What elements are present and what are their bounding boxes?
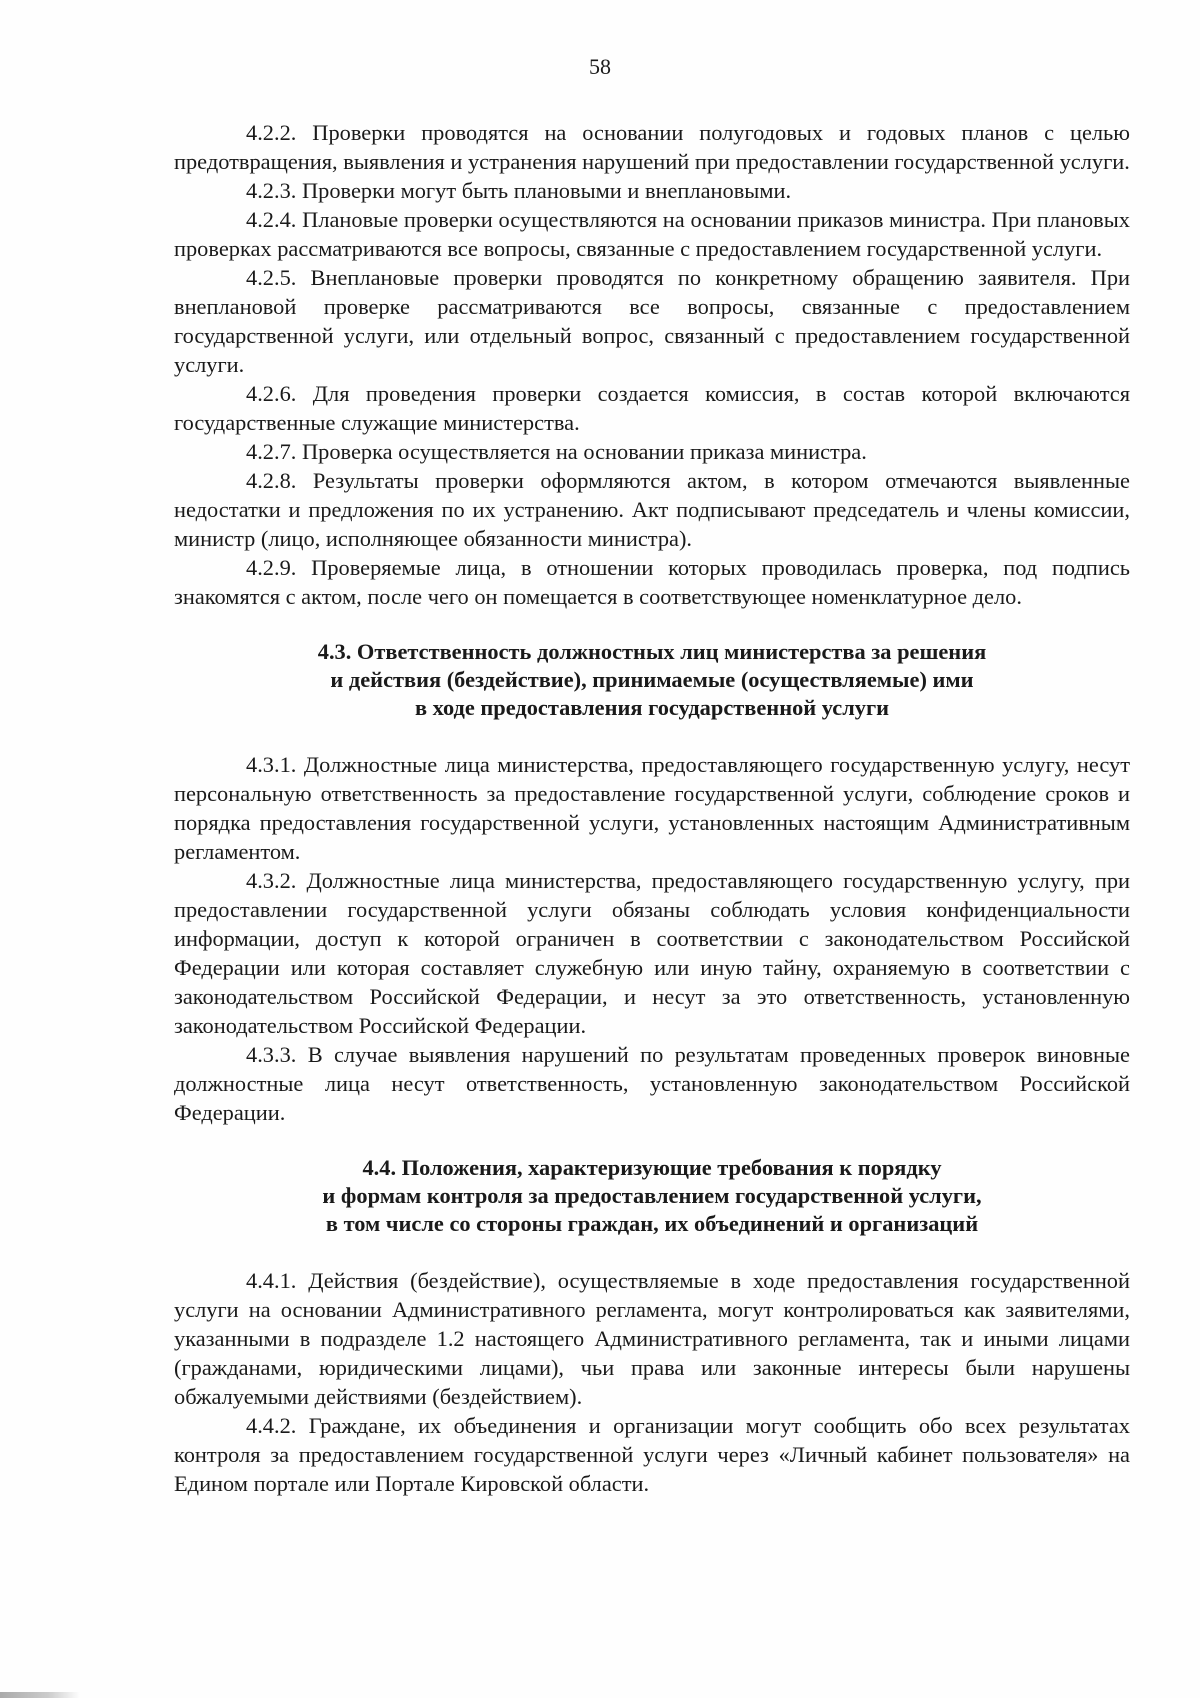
heading-line: 4.3. Ответственность должностных лиц министерства за решения xyxy=(317,639,987,664)
paragraph-4-3-1: 4.3.1. Должностные лица министерства, предоставляющего государственную услугу, несут персональную ответственность за предоставление государственной услуги, соблюдение сроков и порядка предоставления государственной услуги, установленных настоящим Административным регламентом. xyxy=(174,752,1130,864)
paragraph-4-2-5: 4.2.5. Внеплановые проверки проводятся по конкретному обращению заявителя. При внеплановой проверке рассматриваются все вопросы, связанные с предоставлением государственной услуги, или отдельный вопрос, связанный с предоставлением государственной услуги. xyxy=(174,265,1130,377)
document-body xyxy=(174,118,1130,1498)
paragraph-4-3-3: 4.3.3. В случае выявления нарушений по результатам проведенных проверок виновные должностные лица несут ответственность, установленную законодательством Российской Федерации. xyxy=(174,1042,1130,1125)
scan-edge-mark xyxy=(0,1692,80,1698)
paragraph-4-2-4: 4.2.4. Плановые проверки осуществляются на основании приказов министра. При плановых проверках рассматриваются все вопросы, связанные с предоставлением государственной услуги. xyxy=(174,207,1130,261)
paragraph-4-2-6: 4.2.6. Для проведения проверки создается комиссия, в состав которой включаются государственные служащие министерства. xyxy=(174,381,1130,435)
section-heading-4-4 xyxy=(174,1154,1130,1238)
heading-line: 4.4. Положения, характеризующие требования к порядку xyxy=(362,1155,942,1180)
paragraph-4-2-9: 4.2.9. Проверяемые лица, в отношении которых проводилась проверка, под подпись знакомятся с актом, после чего он помещается в соответствующее номенклатурное дело. xyxy=(174,555,1130,609)
heading-line: и формам контроля за предоставлением государственной услуги, xyxy=(322,1183,982,1208)
paragraph-4-3-2: 4.3.2. Должностные лица министерства, предоставляющего государственную услугу, при предоставлении государственной услуги обязаны соблюдать условия конфиденциальности информации, доступ к которой ограничен в соответствии с законодательством Российской Федерации или которая составляет служебную или иную тайну, охраняемую в соответствии с законодательством Российской Федерации, и несут за это ответственность, установленную законодательством Российской Федерации. xyxy=(174,868,1130,1038)
paragraph-4-2-7: 4.2.7. Проверка осуществляется на основании приказа министра. xyxy=(246,439,867,464)
heading-line: и действия (бездействие), принимаемые (осуществляемые) ими xyxy=(330,667,974,692)
section-heading-4-3 xyxy=(174,638,1130,722)
paragraph-4-4-2: 4.4.2. Граждане, их объединения и организации могут сообщить обо всех результатах контроля за предоставлением государственной услуги через «Личный кабинет пользователя» на Едином портале или Портале Кировской области. xyxy=(174,1413,1130,1496)
paragraph-4-2-8: 4.2.8. Результаты проверки оформляются актом, в котором отмечаются выявленные недостатки и предложения по их устранению. Акт подписывают председатель и члены комиссии, министр (лицо, исполняющее обязанности министра). xyxy=(174,468,1130,551)
paragraph-4-2-2: 4.2.2. Проверки проводятся на основании полугодовых и годовых планов с целью предотвращения, выявления и устранения нарушений при предоставлении государственной услуги. xyxy=(174,120,1130,174)
heading-line: в том числе со стороны граждан, их объединений и организаций xyxy=(325,1211,979,1236)
page-number: 58 xyxy=(589,54,611,79)
paragraph-4-2-3: 4.2.3. Проверки могут быть плановыми и внеплановыми. xyxy=(246,178,792,203)
paragraph-4-4-1: 4.4.1. Действия (бездействие), осуществляемые в ходе предоставления государственной услуги на основании Административного регламента, могут контролироваться как заявителями, указанными в подразделе 1.2 настоящего Административного регламента, так и иными лицами (гражданами, юридическими лицами), чьи права или законные интересы были нарушены обжалуемыми действиями (бездействием). xyxy=(174,1268,1130,1409)
heading-line: в ходе предоставления государственной услуги xyxy=(414,695,890,720)
